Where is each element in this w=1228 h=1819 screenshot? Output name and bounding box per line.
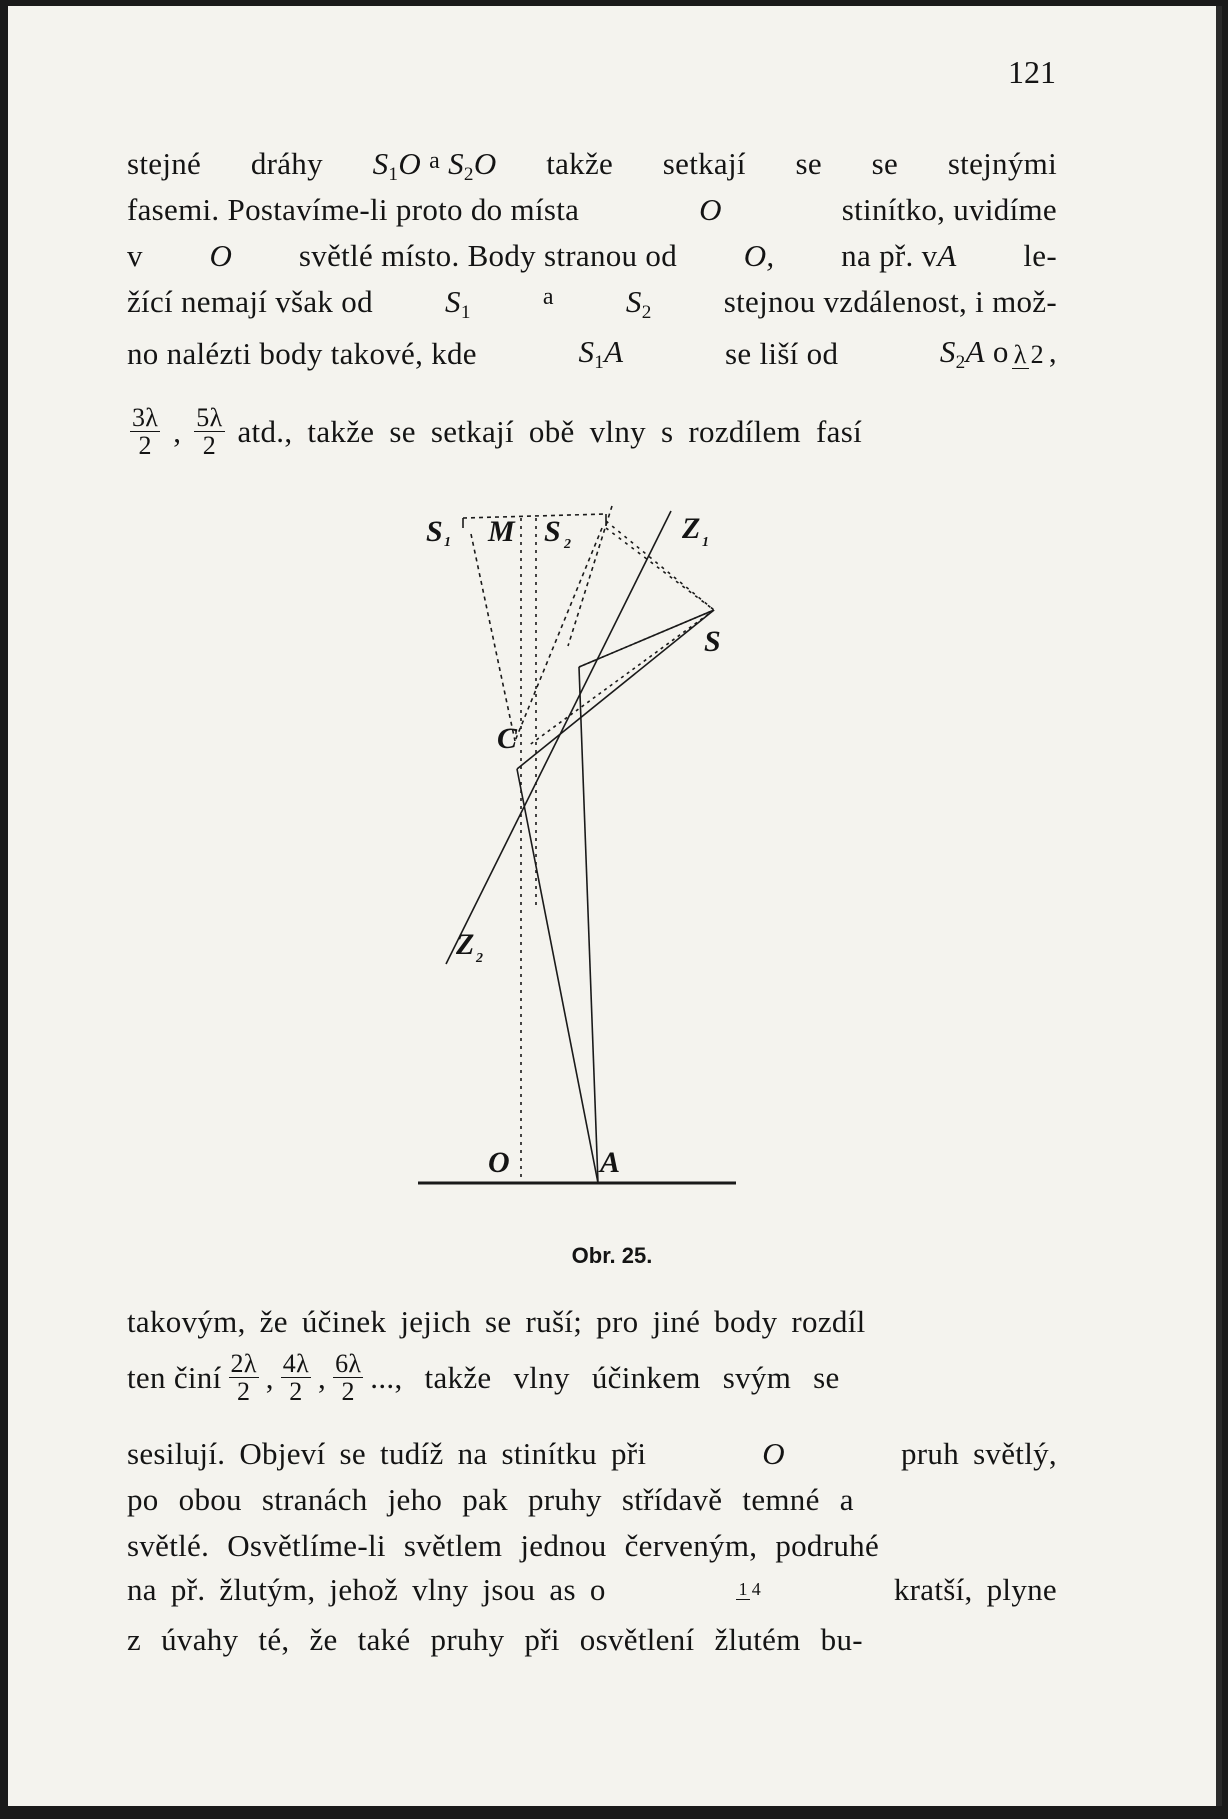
label-s1: S	[426, 515, 443, 548]
fraction-6lambda-half: $\frac{6\lambda}{2}$	[335, 1349, 362, 1407]
label-o: O	[488, 1146, 510, 1179]
text-line-4: žící nemají však od $S_1$ a $S_2$ stejnou vzdálenost, i mož-	[127, 284, 1057, 323]
label-s2: S	[544, 515, 561, 548]
word: takže	[546, 146, 614, 181]
fraction-quarter: 1 4	[738, 1579, 762, 1600]
text-line-b1: takovým, že účinek jejich se ruší; pro jiné body rozdíl	[127, 1304, 866, 1339]
text-line-2: fasemi. Postavíme-li proto do místa O stinítko, uvidíme	[127, 192, 1057, 227]
text-line-b2: ten činí $\frac{2\lambda}{2}$ , $\frac{4\lambda}{2}$ , $\frac{6\lambda}{2}$ ..., takže vlny účinkem svým se	[127, 1349, 840, 1407]
ray-to-a-2	[517, 769, 598, 1183]
label-s: S	[704, 625, 721, 658]
text-line-b3: sesilují. Objeví se tudíž na stinítku při O pruh světlý,	[127, 1436, 1057, 1471]
fraction-5lambda-half: $\frac{5\lambda}{2}$	[196, 403, 223, 461]
book-page	[8, 6, 1222, 1806]
text-line-3: v O světlé místo. Body stranou od O, na př. vA le-	[127, 238, 1057, 273]
text-line-b6: na př. žlutým, jehož vlny jsou as o 1 4 kratší, plyne	[127, 1572, 1057, 1607]
text-line-b4: po obou stranách jeho pak pruhy střídavě temné a	[127, 1482, 854, 1517]
label-z1: Z	[682, 512, 701, 545]
text-line-b7: z úvahy té, že také pruhy při osvětlení žlutém bu-	[127, 1622, 863, 1657]
ray-to-a-1	[579, 667, 598, 1183]
ray-s2-c	[515, 528, 602, 741]
svg-text:2: 2	[476, 951, 483, 966]
ray-s-reflect2	[517, 610, 714, 769]
fraction-4lambda-half: $\frac{4\lambda}{2}$	[282, 1349, 310, 1407]
label-a: A	[600, 1146, 621, 1179]
source-line	[463, 514, 606, 518]
fraction-3lambda-half: $\frac{3\lambda}{2}$	[132, 403, 159, 461]
ray-s1-c	[471, 534, 515, 741]
mirror-line-z1-z2	[446, 511, 671, 964]
fraction-lambda-half: λ 2	[1013, 339, 1044, 369]
word: se	[795, 146, 822, 181]
page-number: 121	[1008, 54, 1056, 90]
interference-diagram	[8, 6, 1216, 1306]
word: stejnými	[947, 146, 1057, 181]
word: dráhy	[250, 146, 323, 181]
word: setkají	[662, 146, 746, 181]
figure-caption: Obr. 25.	[571, 1243, 653, 1268]
label-z2: Z	[456, 928, 475, 961]
svg-text:1: 1	[702, 535, 709, 550]
word: stejné	[127, 146, 202, 181]
text-line-5: no nalézti body takové, kde $S_1A$ se liší od $S_2A$ o λ 2 ,	[127, 334, 1057, 373]
svg-text:1: 1	[444, 535, 451, 550]
svg-text:2: 2	[564, 537, 571, 552]
symbol-s1o: $S_1O$ a $S_2O$	[372, 146, 497, 185]
word: se	[871, 146, 899, 181]
label-c: C	[497, 722, 518, 755]
fraction-2lambda-half: $\frac{2\lambda}{2}$	[230, 1349, 257, 1407]
text-line-6: $\frac{3\lambda}{2}$ , $\frac{5\lambda}{2}$ atd., takže se setkají obě vlny s rozdílem fasí	[132, 403, 862, 461]
text-line-b5: světlé. Osvětlíme-li světlem jednou červeným, podruhé	[127, 1528, 880, 1563]
label-m: M	[488, 515, 515, 548]
